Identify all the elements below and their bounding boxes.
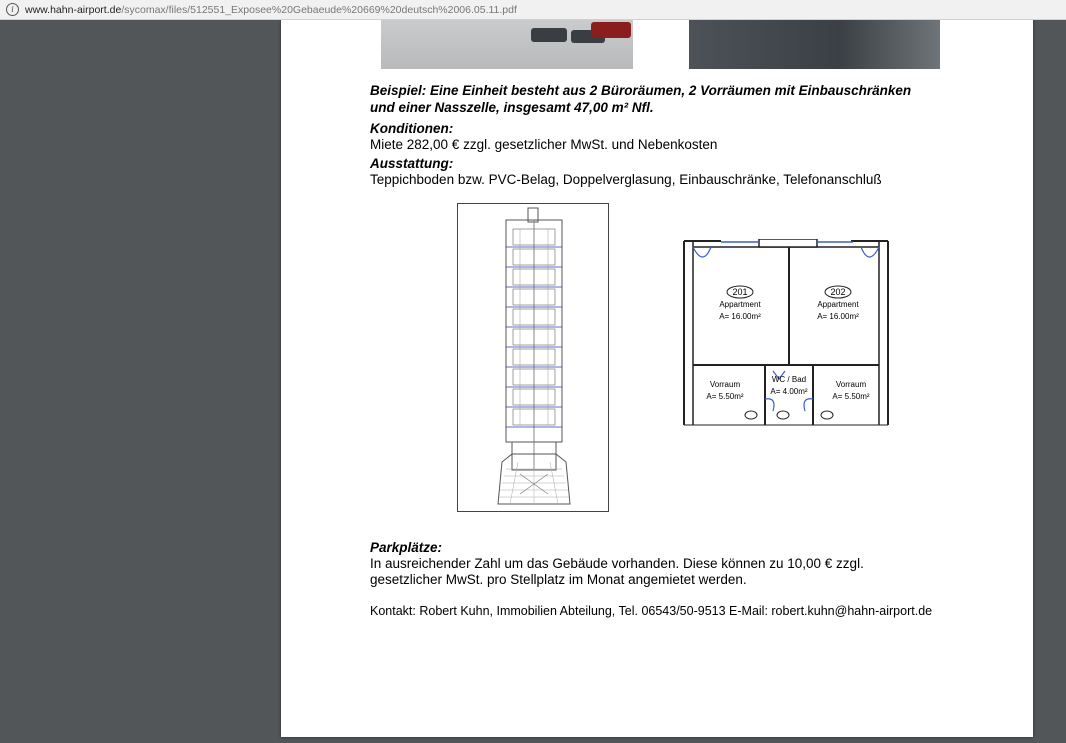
parking-line-1: In ausreichender Zahl um das Gebäude vorhanden. Diese können zu 10,00 € zzgl.: [370, 556, 864, 571]
vorraum-right-name: Vorraum: [835, 380, 867, 389]
room-201-name: Appartment: [719, 300, 761, 309]
url-path: /sycomax/files/512551_Exposee%20Gebaeude%20669%20deutsch%2006.05.11.pdf: [121, 3, 517, 16]
equipment-heading: Ausstattung:: [370, 156, 454, 171]
pdf-viewer[interactable]: [0, 20, 1066, 743]
info-icon[interactable]: i: [6, 3, 19, 16]
room-202-name: Appartment: [817, 300, 859, 309]
wc-area: A= 4.00m²: [770, 387, 808, 396]
parking-heading: Parkplätze:: [370, 540, 443, 555]
wc-name: WC / Bad: [771, 375, 807, 384]
pdf-page: [281, 20, 1033, 737]
parking-line-2: gesetzlicher MwSt. pro Stellplatz im Monat angemietet werden.: [370, 572, 747, 587]
example-line-2: und einer Nasszelle, insgesamt 47,00 m² Nfl.: [370, 100, 654, 115]
conditions-heading: Konditionen:: [370, 121, 454, 136]
vorraum-left-area: A= 5.50m²: [706, 392, 744, 401]
vorraum-left-name: Vorraum: [709, 380, 741, 389]
parking-lot-photo: [381, 20, 633, 69]
conditions-text: Miete 282,00 € zzgl. gesetzlicher MwSt. und Nebenkosten: [370, 137, 718, 152]
contact-line: Kontakt: Robert Kuhn, Immobilien Abteilung, Tel. 06543/50-9513 E-Mail: robert.kuhn@hahn-airport.de: [370, 604, 933, 618]
room-202-number: 202: [830, 287, 846, 297]
room-202-area: A= 16.00m²: [817, 312, 859, 321]
building-floor-plan: [457, 203, 609, 512]
unit-floor-plan: [681, 239, 891, 429]
vorraum-right-area: A= 5.50m²: [832, 392, 870, 401]
example-line-1: Beispiel: Eine Einheit besteht aus 2 Büroräumen, 2 Vorräumen mit Einbauschränken: [370, 83, 912, 98]
address-bar[interactable]: [0, 0, 1066, 20]
interior-photo: [689, 20, 940, 69]
url-host: www.hahn-airport.de: [25, 3, 122, 16]
equipment-text: Teppichboden bzw. PVC-Belag, Doppelverglasung, Einbauschränke, Telefonanschluß: [370, 172, 882, 187]
room-201-number: 201: [732, 287, 748, 297]
room-201-area: A= 16.00m²: [719, 312, 761, 321]
